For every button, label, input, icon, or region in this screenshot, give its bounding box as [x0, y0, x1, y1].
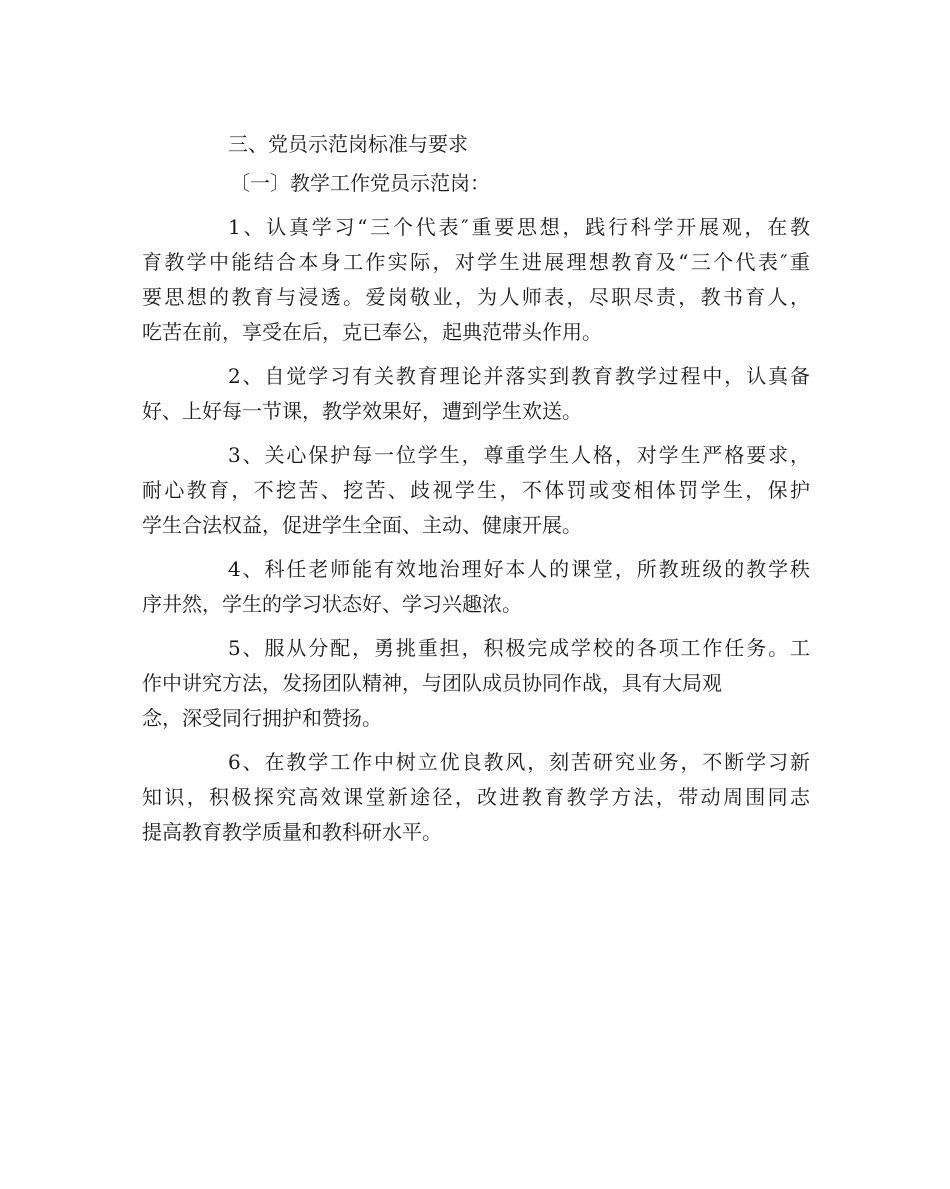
- document-body: [142, 127, 810, 850]
- paragraph-line: 学生合法权益，促进学生全面、主动、健康开展。: [142, 513, 582, 537]
- paragraph-line: 知识，积极探究高效课堂新途径，改进教育教学方法，带动周围同志: [142, 785, 810, 809]
- paragraph-line: 念，深受同行拥护和赞扬。: [142, 706, 382, 730]
- paragraph-line: 序井然，学生的学习状态好、学习兴趣浓。: [142, 592, 522, 616]
- paragraph-line: 吃苦在前，享受在后，克已奉公，起典范带头作用。: [142, 320, 602, 344]
- paragraph-item-6: [142, 745, 810, 850]
- paragraph-line: 要思想的教育与浸透。爱岗敬业，为人师表，尽职尽责，教书育人，: [142, 285, 810, 309]
- paragraph-item-5: [142, 631, 810, 736]
- paragraph-line: 好、上好每一节课，教学效果好，遭到学生欢送。: [142, 399, 582, 423]
- paragraph-line: 3、关心保护每一位学生，尊重学生人格，对学生严格要求，: [228, 443, 810, 467]
- paragraph-line: 4、科任老师能有效地治理好本人的课堂，所教班级的教学秩: [228, 557, 810, 581]
- paragraph-line: 1、认真学习“三个代表″重要思想，践行科学开展观，在教: [228, 215, 810, 239]
- paragraph-line: 提高教育教学质量和教科研水平。: [142, 820, 442, 844]
- paragraph-line: 6、在教学工作中树立优良教风，刻苦研究业务，不断学习新: [228, 750, 810, 774]
- subsection-heading: 〔一〕教学工作党员示范岗：: [230, 171, 490, 195]
- paragraph-line: 2、自觉学习有关教育理论并落实到教育教学过程中，认真备: [228, 364, 810, 388]
- paragraph-item-4: [142, 552, 810, 622]
- paragraph-item-1: [142, 210, 810, 350]
- paragraph-item-2: [142, 359, 810, 429]
- section-heading: 三、党员示范岗标准与要求: [228, 132, 468, 156]
- paragraph-line: 耐心教育，不挖苦、挖苦、歧视学生，不体罚或变相体罚学生，保护: [142, 478, 810, 502]
- paragraph-line: 5、服从分配，勇挑重担，积极完成学校的各项工作任务。工: [228, 636, 810, 660]
- paragraph-line: 作中讲究方法，发扬团队精神，与团队成员协同作战，具有大局观: [142, 671, 722, 695]
- paragraph-item-3: [142, 438, 810, 543]
- paragraph-line: 育教学中能结合本身工作实际，对学生进展理想教育及“三个代表″重: [142, 250, 810, 274]
